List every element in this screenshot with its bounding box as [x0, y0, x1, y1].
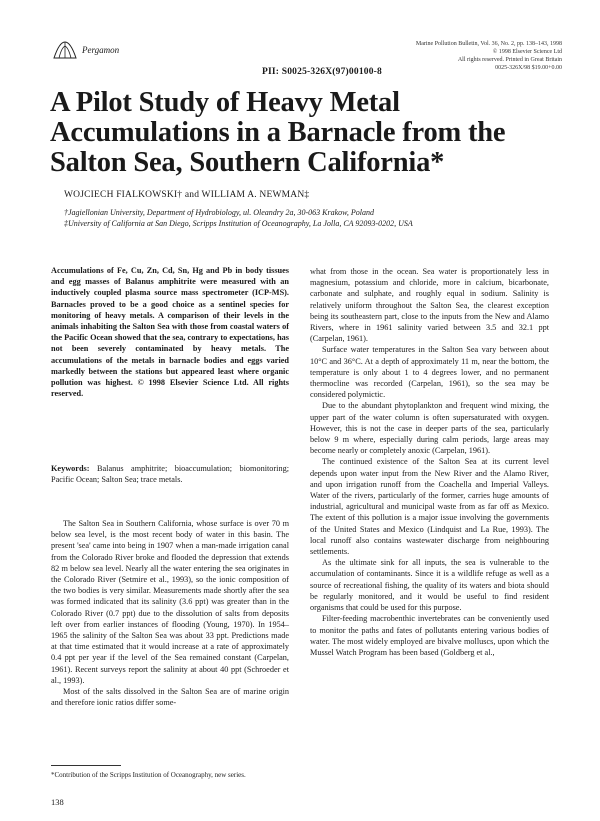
footnote-divider	[51, 765, 121, 766]
journal-line: All rights reserved. Printed in Great Britain	[457, 57, 562, 63]
keywords-label: Keywords:	[51, 464, 90, 473]
paragraph: Filter-feeding macrobenthic invertebrates can be conveniently used to monitor the paths and fates of pollutants entering various bodies of water. The most widely employed are bivalve molluscs, upon which the Mussel Watch Program has been based (Goldberg et al.,	[310, 614, 549, 657]
paragraph: Surface water temperatures in the Salton Sea vary between about 10°C and 36°C. At a depth of approximately 11 m, near the bottom, the temperature is only about 1 to 4 degrees lower, and no permanent thermocline was recorded (Carpelan, 1961), so the sea may be considered polymictic.	[310, 345, 549, 400]
keywords	[51, 463, 289, 485]
affiliation-2: ‡University of California at San Diego, Scripps Institution of Oceanography, La Jolla, CA 92093-0202, USA	[64, 219, 413, 228]
footnote: *Contribution of the Scripps Institution of Oceanography, new series.	[51, 771, 246, 779]
pii-identifier: PII: S0025-326X(97)00100-8	[262, 67, 382, 77]
paragraph: The Salton Sea in Southern California, whose surface is over 70 m below sea level, is the most recent body of water in this basin. The present 'sea' came into being in 1907 when a man-made irrigation canal from the Colorado River broke and flooded the depression that extends 82 m below sea level. Nearly all the water entering the sea originates in the Colorado River (Setmire et al., 1993), so the ionic composition of the two bodies is very similar. Measurements made shortly after the sea was formed indicated that its salinity (3.6 ppt) was greater than in the Colorado River (0.7 ppt) due to the dissolution of salts from deposits left over from earlier instances of flooding (Young, 1970). In 1954–1965 the salinity of the Salton Sea was about 33 ppt. Predictions made at that time estimated that it would increase at a rate of approximately 0.4 ppt per year if the level of the Sea remained constant (Carpelan, 1961). Recent surveys report the salinity at about 40 ppt (Schroeder et al., 1993).	[51, 519, 289, 685]
page-number: 138	[51, 797, 64, 807]
publisher-name: Pergamon	[82, 45, 120, 55]
publisher-logo-icon	[52, 40, 78, 60]
journal-line: 0025-326X/98 $19.00+0.00	[495, 65, 562, 71]
abstract: Accumulations of Fe, Cu, Zn, Cd, Sn, Hg and Pb in body tissues and egg masses of Balanus amphitrite were measured with an inductively coupled plasma source mass spectrometer (ICP-MS). Barnacles proved to be a good choice as a sentinel species for monitoring of heavy metals. A comparison of their levels in the animals inhabiting the Salton Sea with those from coastal waters of the Pacific Ocean showed that the sea, contrary to expectations, has not been severely contaminated by heavy metals. The accumulations of the metals in barnacle bodies and eggs varied markedly between the stations but appeared least where organic pollution was highest. © 1998 Elsevier Science Ltd. All rights reserved.	[51, 266, 289, 399]
article-title: A Pilot Study of Heavy Metal Accumulations in a Barnacle from the Salton Sea, Southern California*	[50, 87, 506, 178]
paragraph: The continued existence of the Salton Sea at its current level depends upon water input from the New River and the Alamo River, and upon irrigation runoff from the Coachella and Imperial Valleys. Water of the rivers, particularly of the former, carries huge amounts of industrial, agricultural and municipal waste from as far off as Mexico. The extent of this pollution is a major issue involving the governments of the United States and Mexico (Lindquist and La Rue, 1993). The local runoff also contains wastewater discharge from neighbouring settlements.	[310, 457, 549, 557]
paragraph: As the ultimate sink for all inputs, the sea is vulnerable to the accumulation of contaminants. Since it is a wildlife refuge as well as a source of recreational fishing, the quality of its waters and biota should be regularly monitored, and it would be useful to find resident organisms that could be used for this purpose.	[310, 558, 549, 613]
paragraph: what from those in the ocean. Sea water is proportionately less in magnesium, potassium and chloride, more in calcium, bicarbonate, carbonate and sulphate, and roughly equal in sodium. Salinity is relatively uniform throughout the Salton Sea, the clearest exception being its southeastern part, close to the inputs from the New and Alamo Rivers, where in 1961 salinity varied between 3.5 and 32.1 ppt (Carpelan, 1961).	[310, 267, 549, 344]
author-list: WOJCIECH FIALKOWSKI† and WILLIAM A. NEWMAN‡	[64, 190, 310, 200]
keywords-list: Balanus amphitrite; bioaccumulation; biomonitoring; Pacific Ocean; Salton Sea; trace metals.	[51, 464, 289, 485]
right-column-text	[310, 266, 549, 658]
paragraph: Due to the abundant phytoplankton and frequent wind mixing, the upper part of the water column is often supersaturated with oxygen. However, this is not the case in deeper parts of the sea, particularly below 9 m where, especially during calm periods, large areas may become nearly or completely anoxic (Carpelan, 1961).	[310, 401, 549, 456]
affiliation-1: †Jagiellonian University, Department of Hydrobiology, ul. Oleandry 2a, 30-063 Krakow, Poland	[64, 208, 374, 217]
journal-line: Marine Pollution Bulletin, Vol. 36, No. 2, pp. 138–143, 1998	[415, 41, 562, 47]
paragraph: Most of the salts dissolved in the Salton Sea are of marine origin and therefore ionic ratios differ some-	[51, 687, 289, 708]
journal-line: © 1998 Elsevier Science Ltd	[492, 49, 562, 55]
introduction-text	[51, 518, 289, 708]
